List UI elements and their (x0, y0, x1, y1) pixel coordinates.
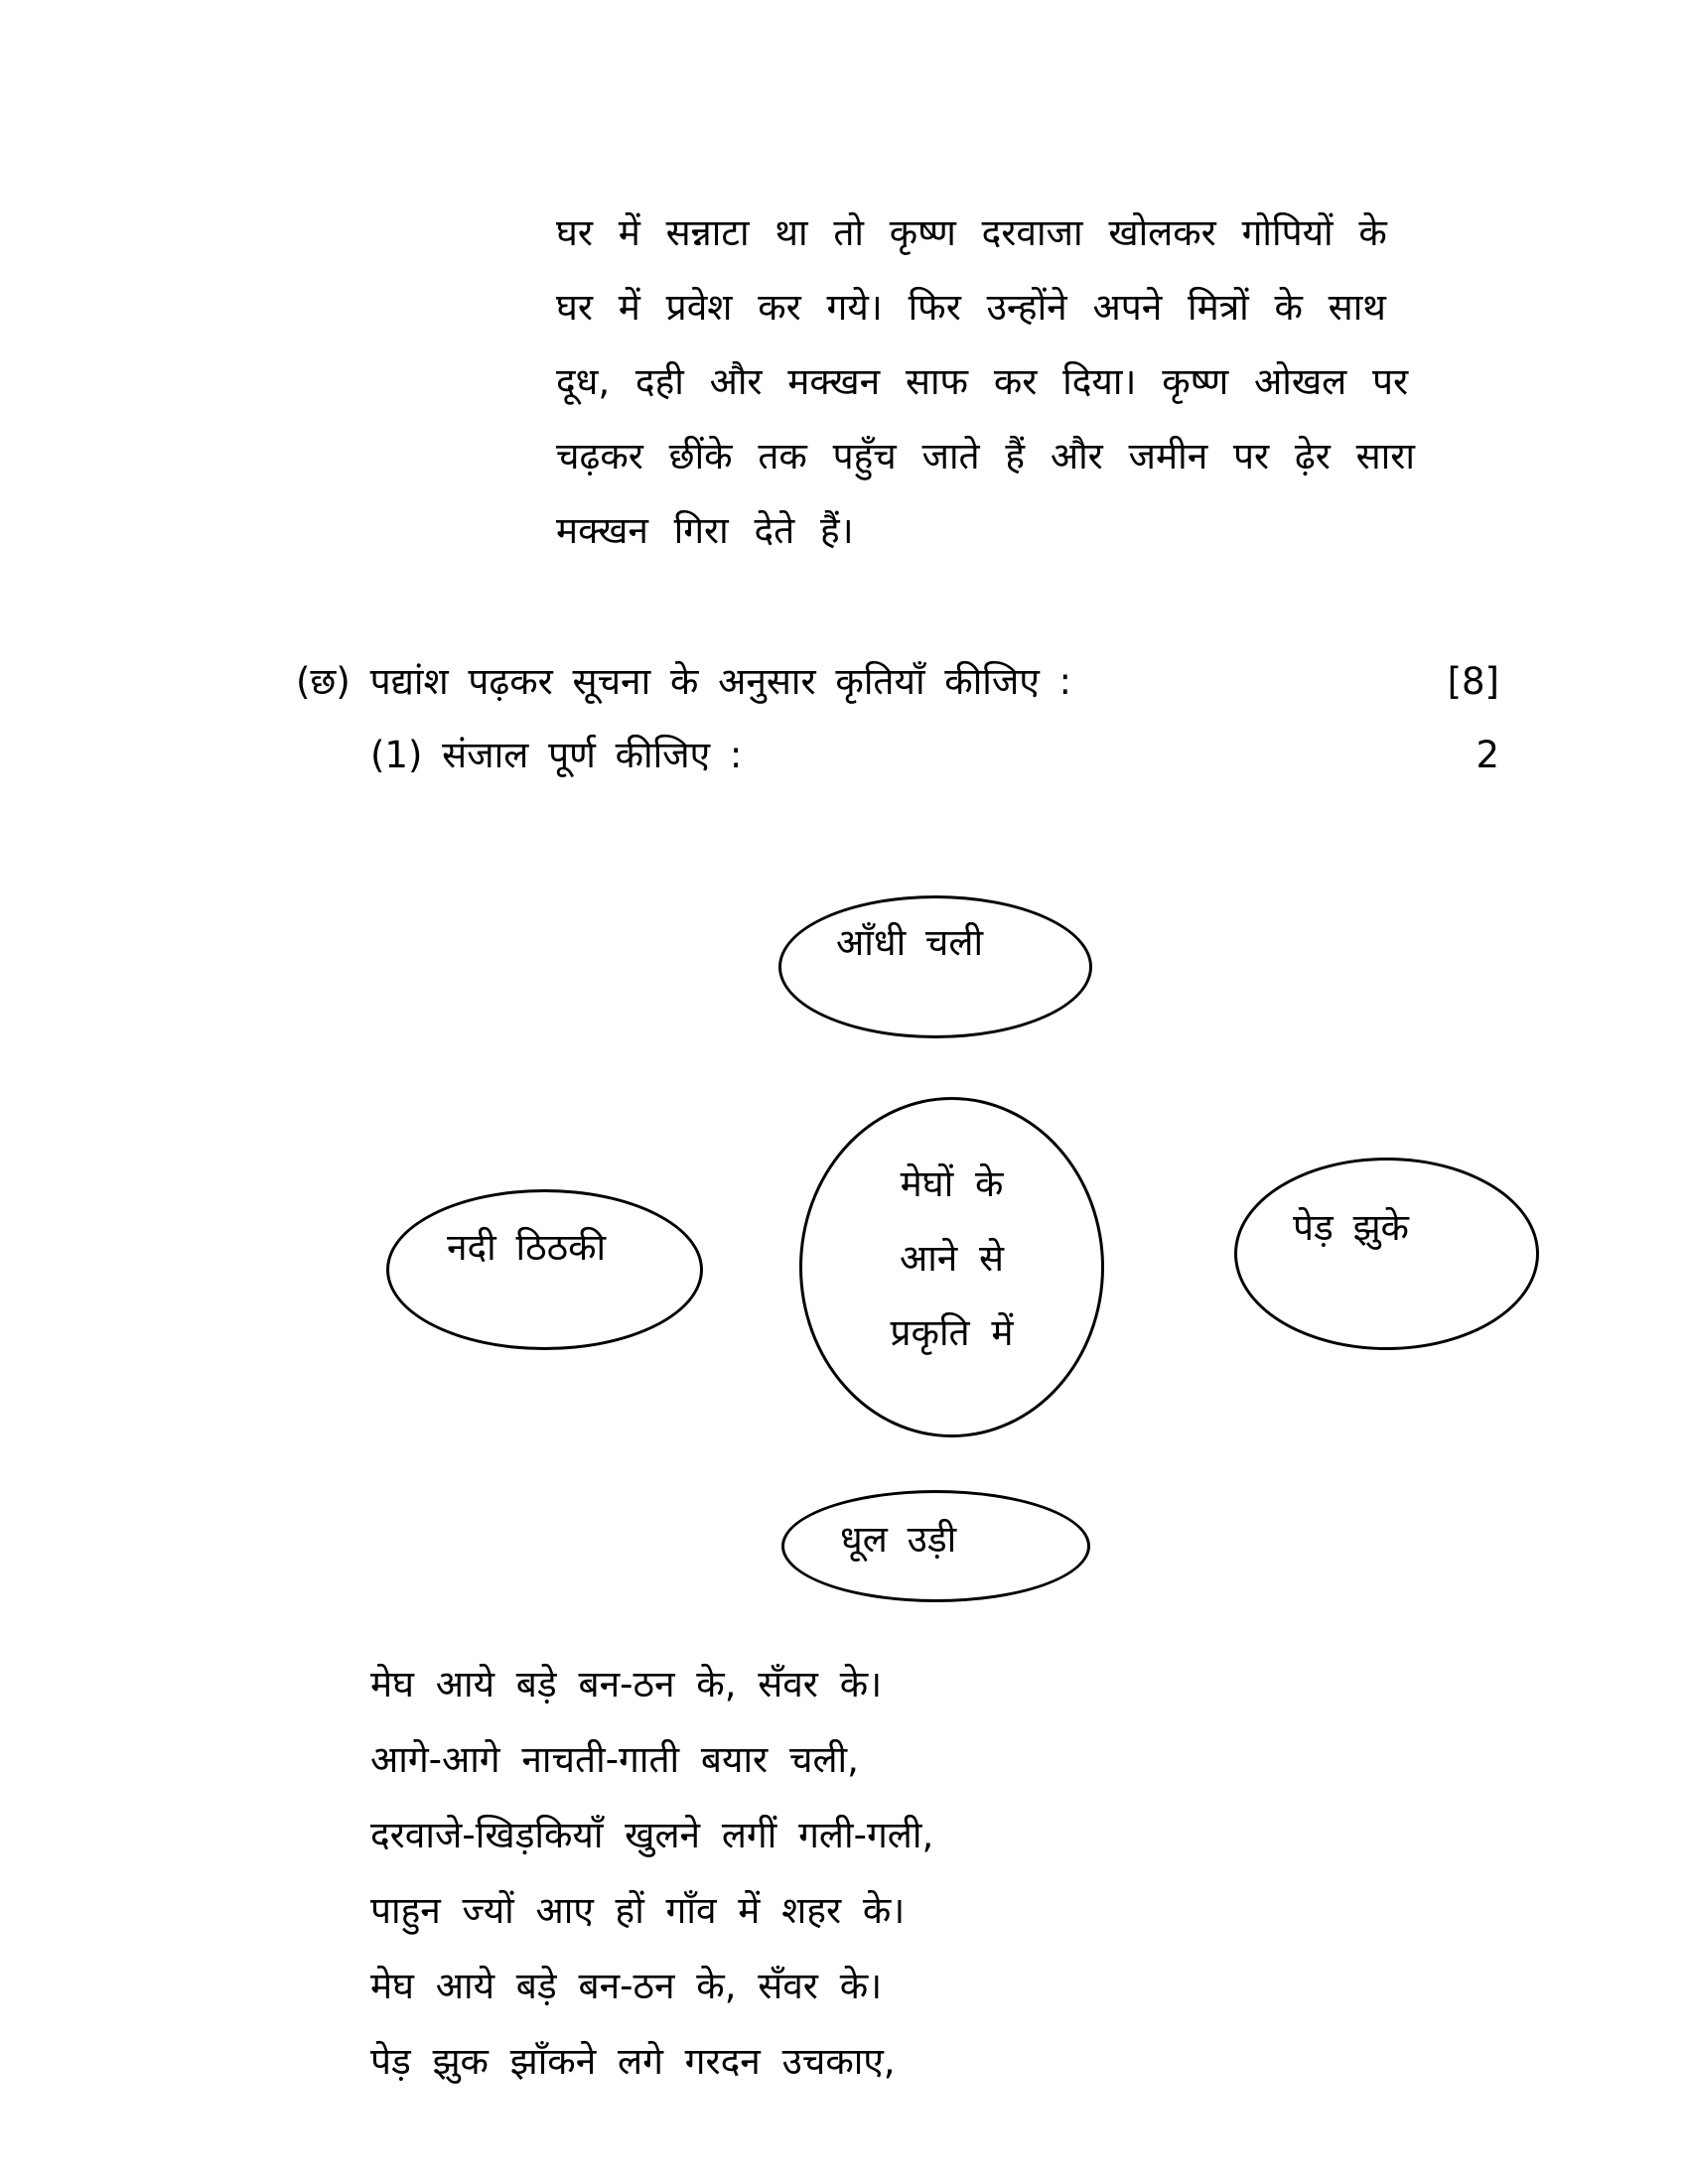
ellipse-top-text: आँधी चली (836, 921, 984, 964)
ellipse-left-text: नदी ठिठकी (447, 1226, 607, 1269)
ellipse-center-text (799, 1147, 1104, 1370)
subquestion-heading: (1) संजाल पूर्ण कीजिए : (370, 734, 743, 776)
question-marks: [8] (1447, 660, 1499, 703)
passage-line: चढ़कर छींके तक पहुँच जाते हैं और जमीन पर ढ़ेर सारा (556, 435, 1415, 478)
poem-line: दरवाजे-खिड़कियाँ खुलने लगीं गली-गली, (370, 1814, 934, 1856)
subquestion-marks: 2 (1476, 734, 1499, 776)
question-heading: (छ) पद्यांश पढ़कर सूचना के अनुसार कृतियाँ कीजिए : (296, 660, 1072, 703)
center-line: प्रकृति में (890, 1311, 1014, 1354)
poem-line: पेड़ झुक झाँकने लगे गरदन उचकाए, (370, 2040, 896, 2083)
poem-line: आगे-आगे नाचती-गाती बयार चली, (370, 1738, 859, 1781)
passage-line: मक्खन गिरा देते हैं। (556, 509, 854, 552)
poem-line: मेघ आये बड़े बन-ठन के, सँवर के। (370, 1663, 883, 1706)
ellipse-right (1234, 1158, 1539, 1350)
poem-line: पाहुन ज्यों आए हों गाँव में शहर के। (370, 1889, 906, 1932)
passage-line: घर में प्रवेश कर गये। फिर उन्होंने अपने मित्रों के साथ (556, 286, 1386, 329)
center-line: मेघों के (900, 1162, 1004, 1205)
ellipse-bottom-text: धूल उड़ी (840, 1518, 957, 1561)
passage-line: घर में सन्नाटा था तो कृष्ण दरवाजा खोलकर गोपियों के (556, 211, 1387, 254)
center-line: आने से (899, 1237, 1005, 1280)
ellipse-right-text: पेड़ झुके (1293, 1206, 1409, 1249)
poem-line: मेघ आये बड़े बन-ठन के, सँवर के। (370, 1965, 883, 2007)
passage-line: दूध, दही और मक्खन साफ कर दिया। कृष्ण ओखल पर (556, 360, 1409, 403)
